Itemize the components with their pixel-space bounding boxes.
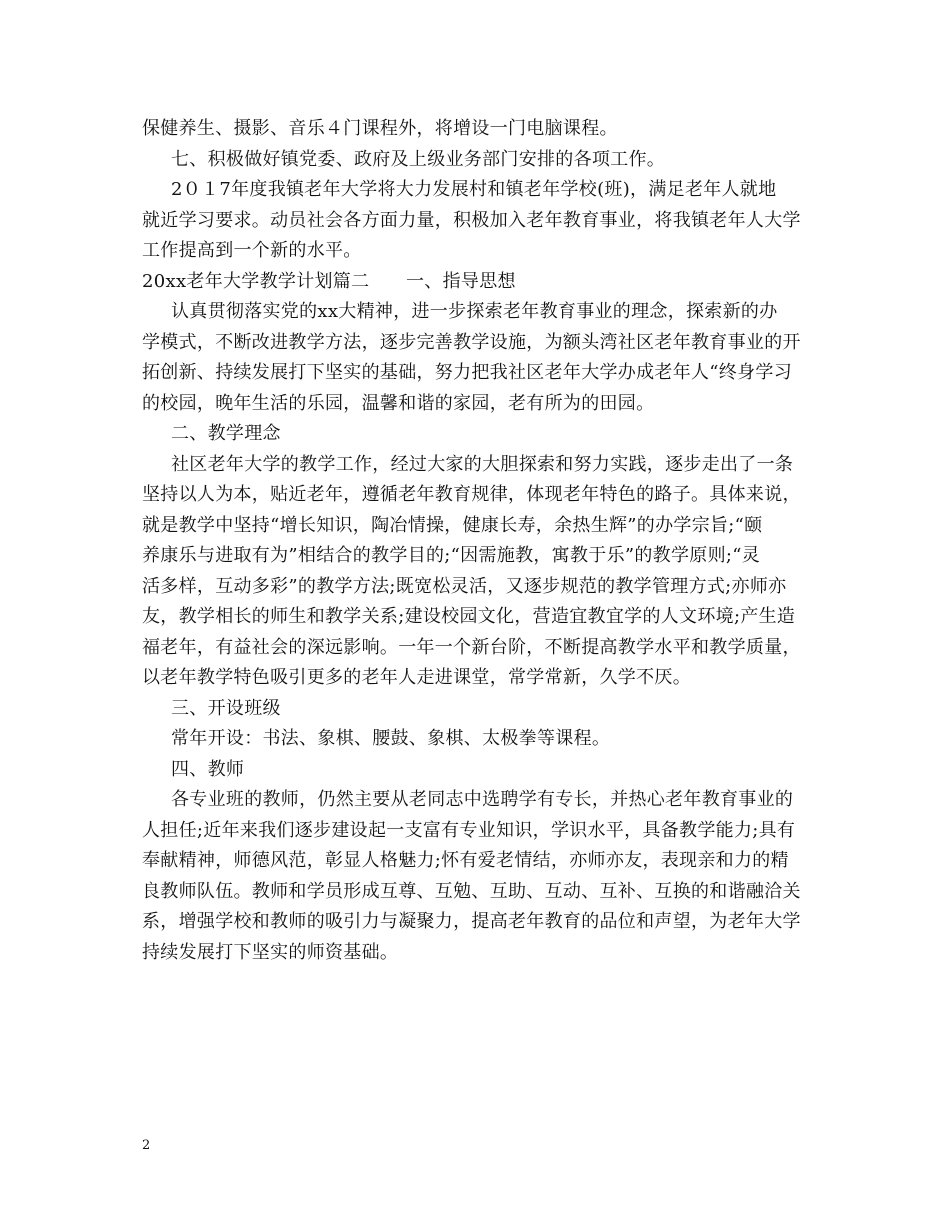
- text-line: 七、积极做好镇党委、政府及上级业务部门安排的各项工作。: [171, 148, 666, 170]
- text-line: 以老年教学特色吸引更多的老年人走进课堂，常学常新，久学不厌。: [142, 667, 691, 688]
- text-line: 学模式，不断改进教学方法，逐步完善教学设施，为额头湾社区老年教育事业的开: [142, 331, 801, 353]
- text-line: 保健养生、摄影、音乐４门课程外，将增设一门电脑课程。: [142, 118, 618, 139]
- text-line: 人担任;近年来我们逐步建设起一支富有专业知识，学识水平，具备教学能力;具有: [142, 819, 796, 841]
- text-line: 就近学习要求。动员社会各方面力量，积极加入老年教育事业，将我镇老年人大学: [142, 209, 801, 231]
- text-line: 各专业班的教师，仍然主要从老同志中选聘学有专长，并热心老年教育事业的: [171, 789, 794, 810]
- section-heading: 四、教师: [171, 758, 245, 780]
- text-line: 坚持以人为本，贴近老年，遵循老年教育规律，体现老年特色的路子。具体来说，: [142, 484, 801, 505]
- page-number: 2: [142, 1138, 151, 1153]
- text-line: 工作提高到一个新的水平。: [142, 240, 362, 261]
- text-line: 系，增强学校和教师的吸引力与凝聚力，提高老年教育的品位和声望，为老年大学: [142, 911, 801, 932]
- text-line: 奉献精神，师德风范，彰显人格魅力;怀有爱老情结，亦师亦友，表现亲和力的精: [142, 850, 789, 871]
- text-line: 的校园，晚年生活的乐园，温馨和谐的家园，老有所为的田园。: [142, 392, 655, 414]
- section-heading: 三、开设班级: [171, 697, 281, 719]
- text-line: 良教师队伍。教师和学员形成互尊、互勉、互助、互动、互补、互换的和谐融洽关: [142, 880, 801, 902]
- text-line: 友，教学相长的师生和教学关系;建设校园文化，营造宜教宜学的人文环境;产生造: [142, 606, 796, 627]
- text-line: 拓创新、持续发展打下坚实的基础，努力把我社区老年大学办成老年人“终身学习: [142, 362, 792, 383]
- text-line: 持续发展打下坚实的师资基础。: [142, 941, 399, 963]
- section-heading: 20xx老年大学教学计划篇二 一、指导思想: [142, 270, 516, 292]
- text-line: 福老年，有益社会的深远影响。一年一个新台阶，不断提高教学水平和教学质量，: [142, 636, 801, 658]
- text-line: 社区老年大学的教学工作，经过大家的大胆探索和努力实践，逐步走出了一条: [171, 453, 794, 475]
- text-line: 活多样，互动多彩”的教学方法;既宽松灵活，又逐步规范的教学管理方式;亦师亦: [142, 575, 787, 597]
- text-line: 就是教学中坚持“增长知识，陶冶情操，健康长寿，余热生辉”的办学宗旨;“颐: [142, 514, 763, 536]
- text-line: 养康乐与进取有为”相结合的教学目的;“因需施教，寓教于乐”的教学原则;“灵: [142, 545, 761, 566]
- document-body: [142, 114, 814, 968]
- text-line: 常年开设：书法、象棋、腰鼓、象棋、太极拳等课程。: [171, 728, 611, 749]
- section-heading: 二、教学理念: [171, 423, 281, 444]
- text-line: 认真贯彻落实党的xx大精神，进一步探索老年教育事业的理念，探索新的办: [171, 301, 778, 322]
- text-line: 2０１7年度我镇老年大学将大力发展村和镇老年学校(班)，满足老年人就地: [171, 179, 777, 200]
